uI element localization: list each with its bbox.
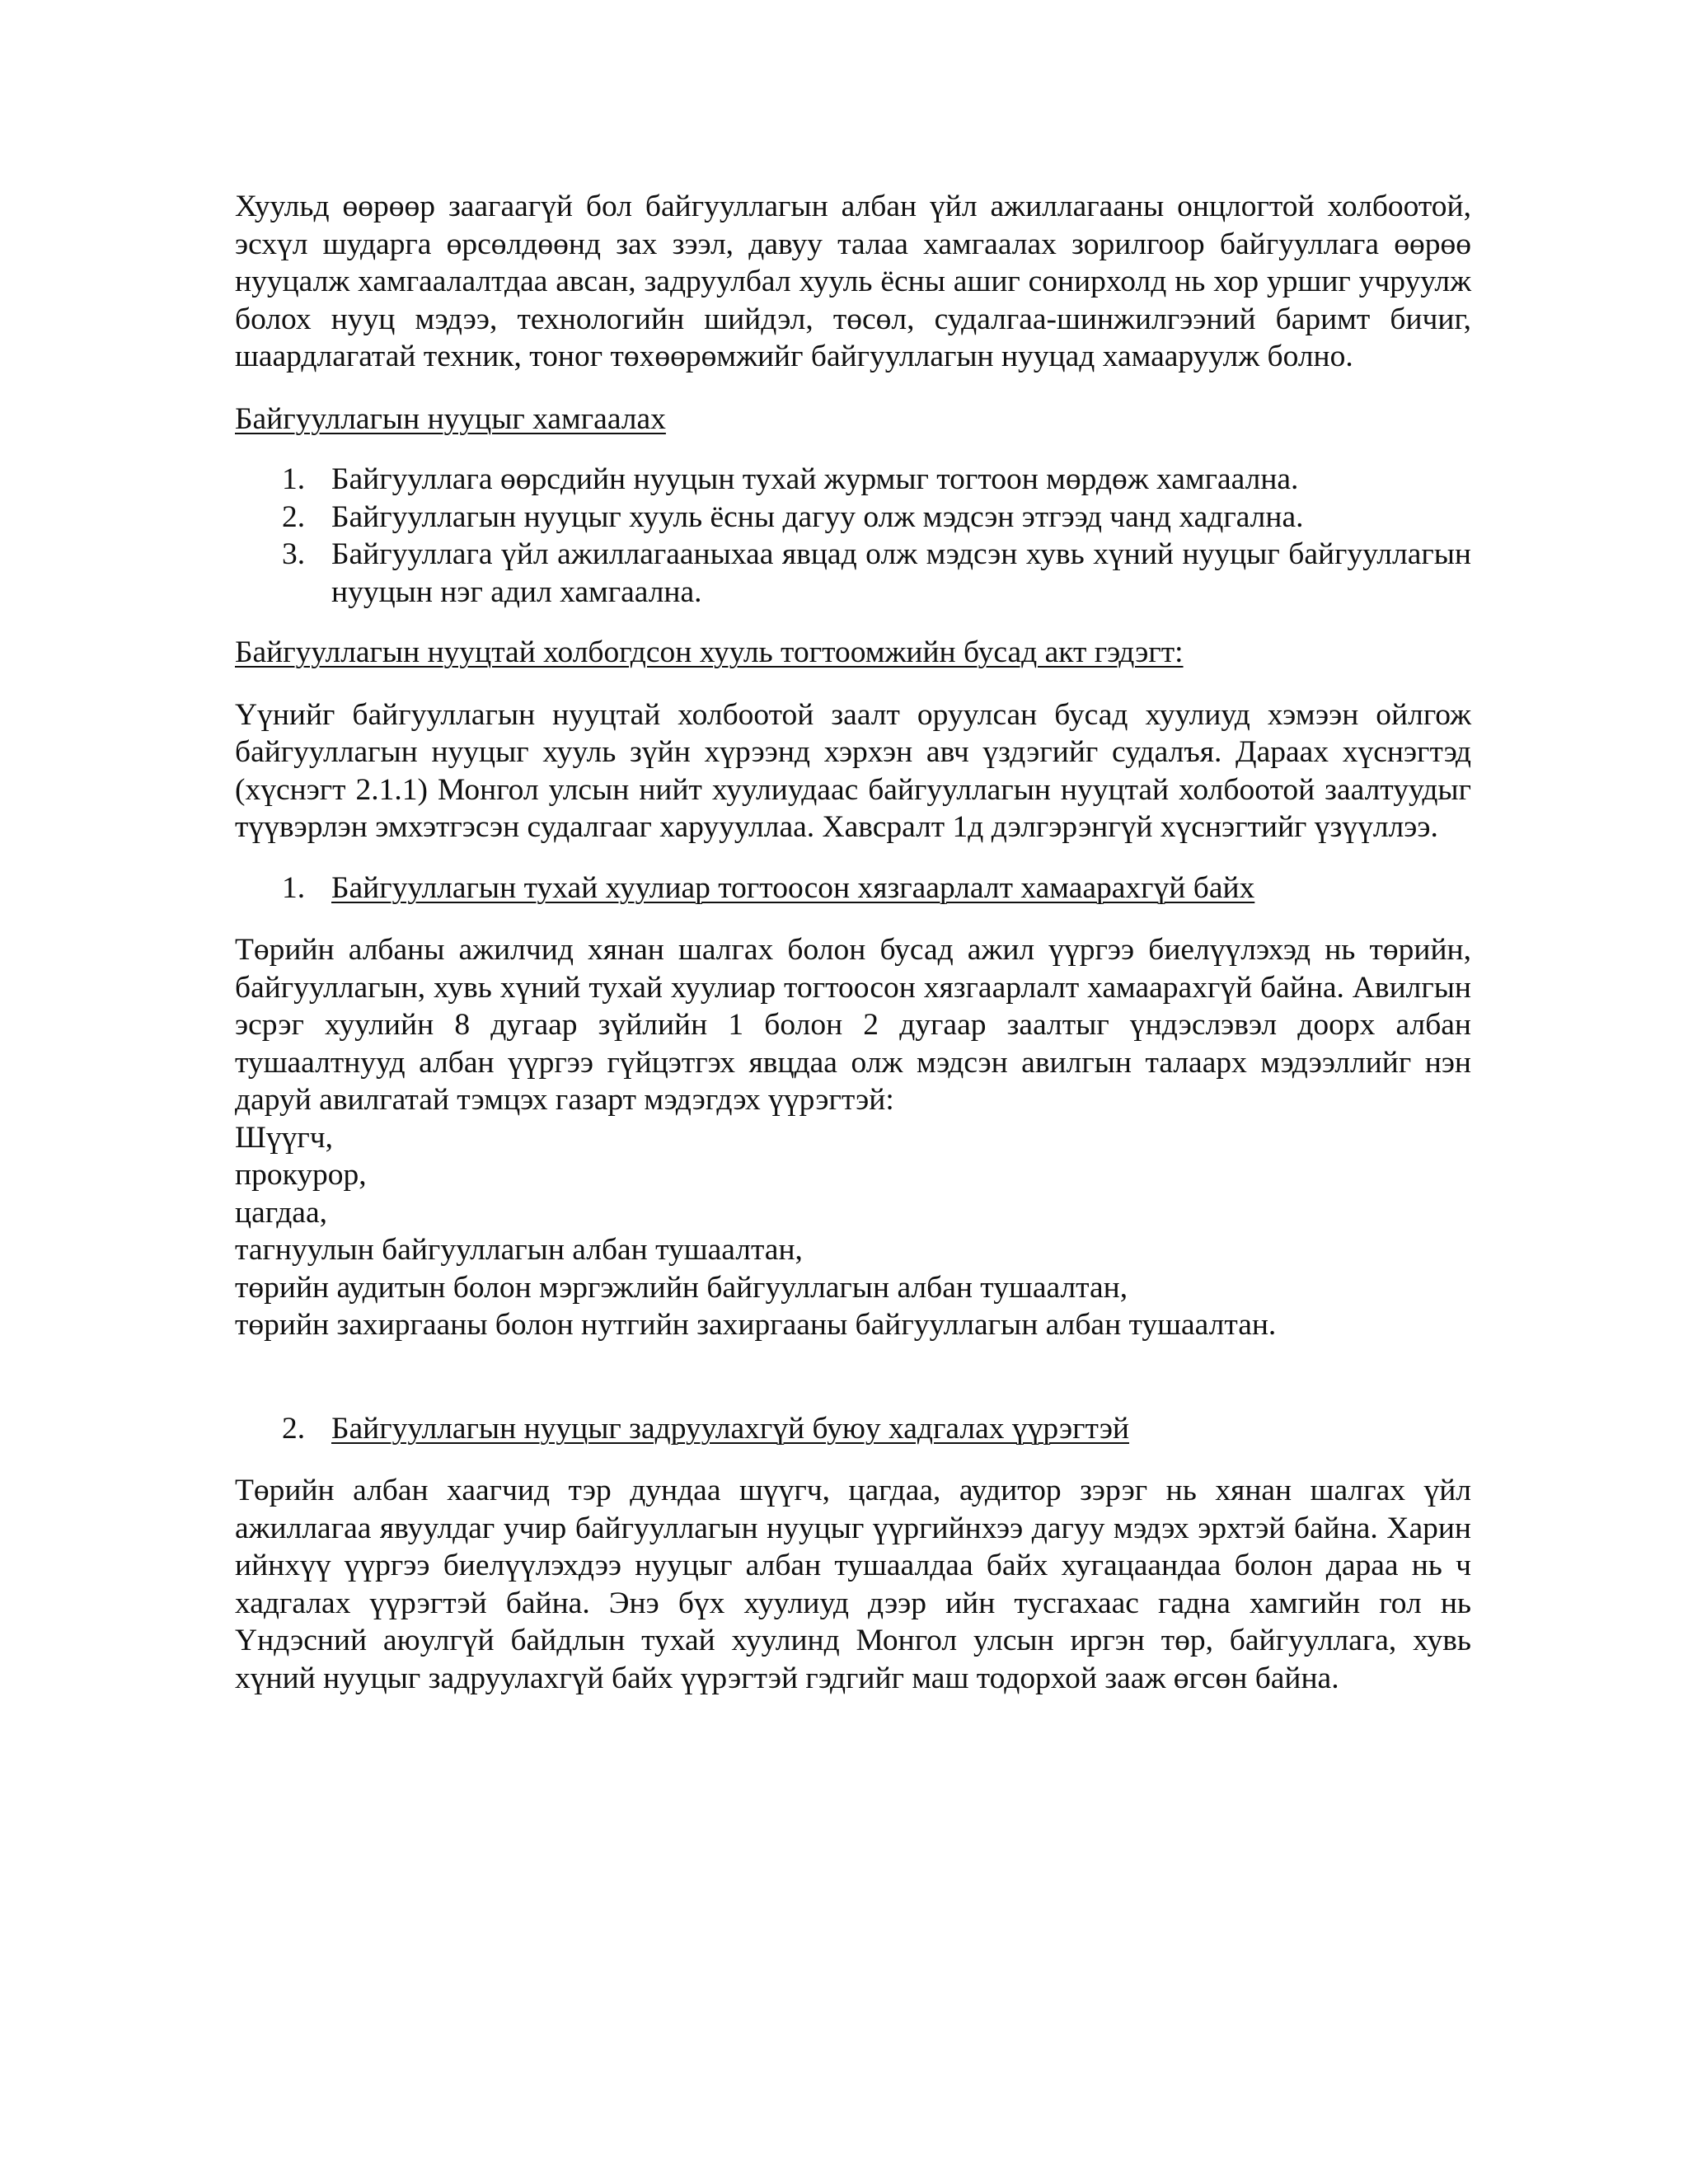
section-heading-protect-secrets: Байгууллагын нууцыг хамгаалах — [235, 401, 666, 436]
list-item-number: 2. — [282, 499, 306, 534]
official-line: төрийн захиргааны болон нутгийн захиргааны байгууллагын албан тушаалтан. — [235, 1308, 1277, 1342]
subsection-title: Байгууллагын тухай хуулиар тогтоосон хязгаарлалт хамаарахгүй байх — [331, 870, 1255, 905]
subsection-number: 1. — [282, 870, 306, 905]
official-line: тагнуулын байгууллагын албан тушаалтан, — [235, 1233, 803, 1267]
protect-secrets-list — [235, 461, 1471, 611]
confidentiality-paragraph: Төрийн албан хаагчид тэр дундаа шүүгч, цагдаа, аудитор зэрэг нь хянан шалгах үйл ажиллагаа явуулдаг учир байгууллагын нууцыг үүргийнхээ дагуу мэдэх эрхтэй байна. Харин ийнхүү үүргээ биелүүлэхдээ нууцыг албан тушаалдаа байх хугацаандаа болон дараа нь ч хадгалах үүрэгтэй байна. Энэ бүх хуулиуд дээр ийн тусгахаас гадна хамгийн гол нь Үндэсний аюулгүй байдлын тухай хуулинд Монгол улсын иргэн төр, байгууллага, хувь хүний нууцыг задруулахгүй байх үүрэгтэй гэдгийг маш тодорхой зааж өгсөн байна. — [235, 1474, 1471, 1695]
list-item-number: 3. — [282, 537, 306, 571]
list-item — [235, 461, 1471, 499]
officials-list — [235, 1119, 1471, 1344]
official-line: прокурор, — [235, 1158, 367, 1192]
subsection-heading-1 — [235, 869, 1471, 907]
subsection-title: Байгууллагын нууцыг задруулахгүй буюу хадгалах үүрэгтэй — [331, 1411, 1129, 1446]
list-item-number: 1. — [282, 462, 306, 496]
list-item-text: Байгууллагын нууцыг хууль ёсны дагуу олж мэдсэн этгээд чанд хадгална. — [331, 499, 1304, 534]
list-item-text: Байгууллага үйл ажиллагааныхаа явцад олж мэдсэн хувь хүний нууцыг байгууллагын нууцын нэг адил хамгаална. — [331, 537, 1471, 609]
section-heading-related-laws: Байгууллагын нууцтай холбогдсон хууль тогтоомжийн бусад акт гэдэгт: — [235, 635, 1184, 669]
civil-servants-paragraph: Төрийн албаны ажилчид хянан шалгах болон бусад ажил үүргээ биелүүлэхэд нь төрийн, байгууллагын, хувь хүний тухай хуулиар тогтоосон хязгаарлалт хамаарахгүй байна. Авилгын эсрэг хуулийн 8 дугаар зүйлийн 1 болон 2 дугаар заалтыг үндэслэвэл доорх албан тушаалтнууд албан үүргээ гүйцэтгэх явцдаа олж мэдсэн авилгын талаарх мэдээллийг нэн даруй авилгатай тэмцэх газарт мэдэгдэх үүрэгтэй: — [235, 933, 1471, 1117]
list-item-text: Байгууллага өөрсдийн нууцын тухай журмыг тогтоон мөрдөж хамгаална. — [331, 462, 1299, 496]
document-page — [235, 188, 1471, 1697]
official-line: цагдаа, — [235, 1195, 327, 1230]
list-item — [235, 499, 1471, 537]
intro-paragraph: Хуульд өөрөөр заагаагүй бол байгууллагын албан үйл ажиллагааны онцлогтой холбоотой, эсхүл шударга өрсөлдөөнд зах зээл, давуу талаа хамгаалах зорилгоор байгууллага өөрөө нууцалж хамгаалалтдаа авсан, задруулбал хууль ёсны ашиг сонирхолд нь хор уршиг учруулж болох нууц мэдээ, технологийн шийдэл, төсөл, судалгаа-шинжилгээний баримт бичиг, шаардлагатай техник, тоног төхөөрөмжийг байгууллагын нууцад хамааруулж болно. — [235, 190, 1471, 373]
related-laws-paragraph: Үүнийг байгууллагын нууцтай холбоотой заалт оруулсан бусад хуулиуд хэмээн ойлгож байгууллагын нууцыг хууль зүйн хүрээнд хэрхэн авч үздэгийг судалъя. Дараах хүснэгтэд (хүснэгт 2.1.1) Монгол улсын нийт хуулиудаас байгууллагын нууцтай холбоотой заалтуудыг түүвэрлэн эмхэтгэсэн судалгааг харуууллаа. Хавсралт 1д дэлгэрэнгүй хүснэгтийг үзүүллээ. — [235, 697, 1471, 844]
official-line: төрийн аудитын болон мэргэжлийн байгууллагын албан тушаалтан, — [235, 1270, 1128, 1305]
subsection-number: 2. — [282, 1411, 306, 1446]
subsection-heading-2 — [235, 1410, 1471, 1448]
list-item — [235, 536, 1471, 611]
official-line: Шүүгч, — [235, 1120, 333, 1155]
